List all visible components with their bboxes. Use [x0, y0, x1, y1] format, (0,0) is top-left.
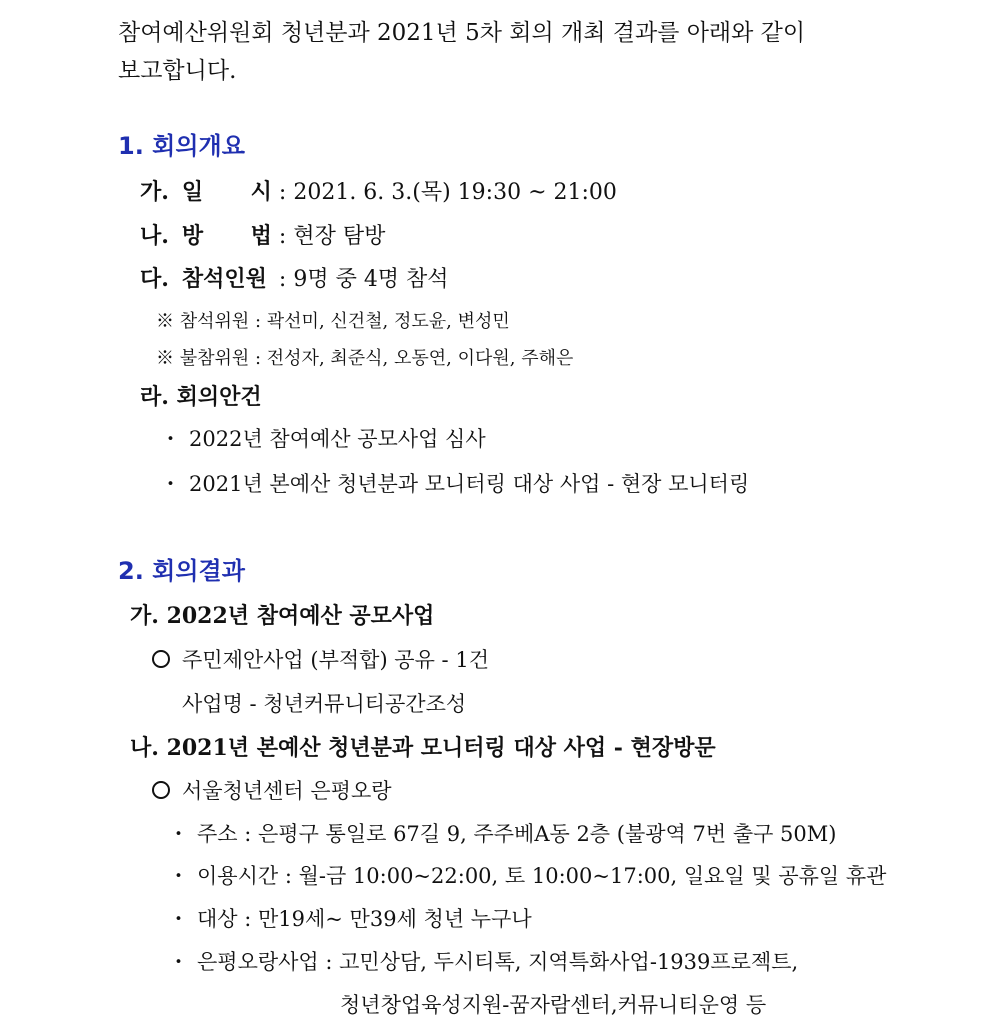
overview-method-row: [140, 225, 385, 248]
result-b-item-text: 서울청년센터 은평오랑: [182, 779, 392, 803]
result-a-item: [152, 650, 489, 671]
datetime-label: 일 시: [181, 179, 272, 205]
bullet-text: 은평오랑사업 : 고민상담, 두시티톡, 지역특화사업-1939프로젝트,: [197, 950, 799, 974]
bullet-icon: ・: [168, 822, 189, 846]
bullet-text: 주소 : 은평구 통일로 67길 9, 주주베A동 2층 (불광역 7번 출구 50M): [197, 822, 837, 846]
absent-members-note: ※ 불참위원 : 전성자, 최준식, 오동연, 이다원, 주해은: [156, 348, 574, 369]
bullet-text: 대상 : 만19세~ 만39세 청년 누구나: [197, 907, 532, 931]
bullet-icon: ・: [160, 472, 181, 496]
intro-line-2: 보고합니다.: [118, 58, 237, 84]
agenda-item: [160, 429, 486, 450]
attendance-label: 참석인원: [181, 266, 267, 292]
method-value: : 현장 탐방: [278, 224, 386, 249]
center-detail-bullet: [168, 952, 798, 973]
circle-bullet-icon: [152, 781, 170, 799]
item-marker: 나.: [140, 223, 169, 249]
bullet-icon: ・: [168, 907, 189, 931]
attending-members-note: ※ 참석위원 : 곽선미, 신건철, 정도윤, 변성민: [156, 311, 510, 332]
method-label: 방 법: [181, 223, 272, 249]
result-a-item-detail: 사업명 - 청년커뮤니티공간조성: [182, 692, 467, 716]
section-2-heading: 2. 회의결과: [118, 557, 245, 585]
circle-bullet-icon: [152, 650, 170, 668]
overview-datetime-row: [140, 181, 617, 204]
result-b-item: [152, 781, 392, 802]
agenda-item-text: 2022년 참여예산 공모사업 심사: [189, 427, 486, 451]
bullet-icon: ・: [168, 950, 189, 974]
attendance-value: : 9명 중 4명 참석: [278, 267, 449, 292]
result-b-heading: 나. 2021년 본예산 청년분과 모니터링 대상 사업 - 현장방문: [130, 735, 716, 761]
center-detail-bullet: [168, 824, 836, 845]
item-marker: 다.: [140, 266, 169, 292]
bullet-text: 이용시간 : 월-금 10:00~22:00, 토 10:00~17:00, 일요일 및 공휴일 휴관: [197, 864, 887, 888]
agenda-item-text: 2021년 본예산 청년분과 모니터링 대상 사업 - 현장 모니터링: [189, 472, 750, 496]
bullet-icon: ・: [160, 427, 181, 451]
datetime-value: : 2021. 6. 3.(목) 19:30 ~ 21:00: [278, 180, 617, 205]
intro-line-1: 참여예산위원회 청년분과 2021년 5차 회의 개최 결과를 아래와 같이: [118, 20, 806, 46]
center-detail-bullet: [168, 866, 886, 887]
overview-attendance-row: [140, 268, 449, 291]
bullet-icon: ・: [168, 864, 189, 888]
result-a-item-text: 주민제안사업 (부적합) 공유 - 1건: [182, 648, 489, 672]
center-detail-bullet: [168, 909, 532, 930]
item-marker: 가.: [140, 179, 169, 205]
agenda-item: [160, 474, 749, 495]
agenda-heading: 라. 회의안건: [140, 384, 262, 410]
result-a-heading: 가. 2022년 참여예산 공모사업: [130, 603, 435, 629]
section-1-heading: 1. 회의개요: [118, 132, 245, 160]
center-detail-continuation: 청년창업육성지원-꿈자람센터,커뮤니티운영 등: [340, 993, 767, 1017]
